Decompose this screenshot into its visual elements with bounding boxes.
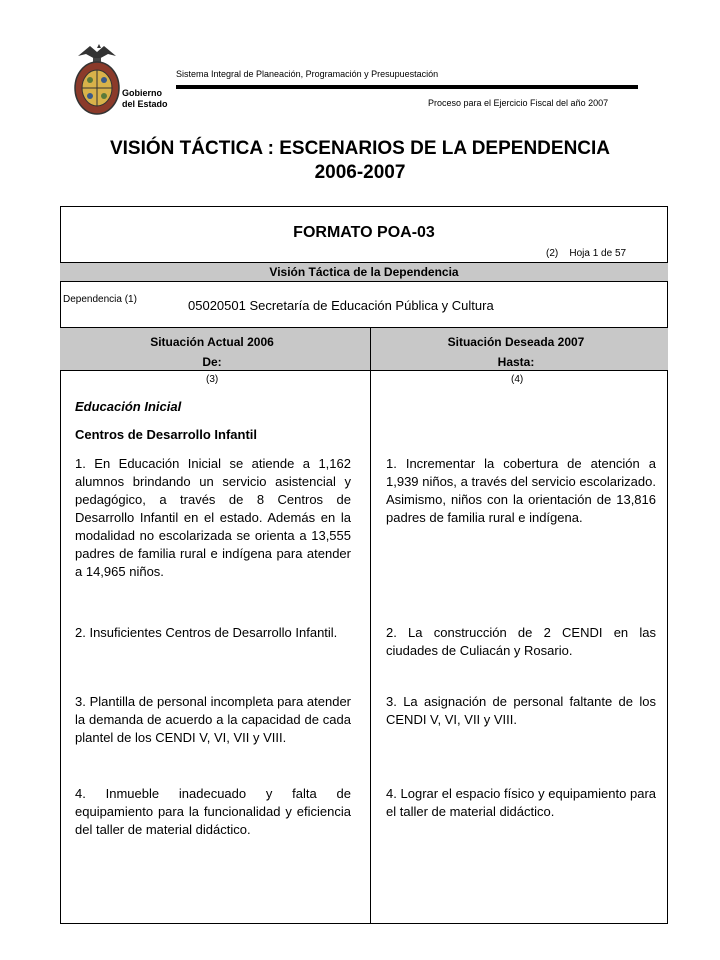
current-situation-item: 2. Insuficientes Centros de Desarrollo Infantil. bbox=[75, 625, 338, 640]
process-text: Proceso para el Ejercicio Fiscal del año 2007 bbox=[428, 98, 609, 108]
desired-situation-item: 2. La construcción de 2 CENDI en las ciudades de Culiacán y Rosario. bbox=[386, 625, 656, 658]
system-name: Sistema Integral de Planeación, Programación y Presupuestación bbox=[176, 69, 439, 79]
area-heading: Educación Inicial bbox=[75, 399, 182, 414]
column-header-desired: Situación Deseada 2007 Hasta: bbox=[447, 335, 585, 369]
current-situation-item: 1. En Educación Inicial se atiende a 1,162 alumnos brindando un servicio asistencial y pedagógico, a través de 8 Centros de Desarrollo Infantil en el estado. Además en la modalidad no escolarizada se orienta a 13,555 padres de familia rural e indígena para atender a 14,965 niños. bbox=[75, 456, 351, 579]
column-number-current: (3) bbox=[206, 374, 219, 385]
dependency-label: Dependencia (1) bbox=[63, 294, 137, 305]
desired-situation-item: 4. Lograr el espacio físico y equipamiento para el taller de material didáctico. bbox=[386, 786, 656, 819]
current-situation-item: 4. Inmueble inadecuado y falta de equipamiento para la funcionalidad y eficiencia del taller de material didáctico. bbox=[75, 786, 351, 837]
page-indicator: (2) Hoja 1 de 57 bbox=[546, 248, 627, 259]
state-coat-of-arms-icon bbox=[72, 42, 122, 116]
column-divider bbox=[370, 327, 371, 923]
column-header-current: Situación Actual 2006 De: bbox=[150, 335, 274, 369]
program-heading: Centros de Desarrollo Infantil bbox=[75, 427, 258, 442]
desired-situation-item: 1. Incrementar la cobertura de atención a 1,939 niños, a través del servicio escolarizado. Asimismo, niños con la orientación de 13,816 padres de familia rural e indígena. bbox=[386, 456, 656, 525]
header-rule bbox=[176, 85, 638, 89]
form-name: FORMATO POA-03 bbox=[293, 224, 435, 241]
column-number-desired: (4) bbox=[511, 374, 524, 385]
section-title: Visión Táctica de la Dependencia bbox=[60, 262, 668, 282]
government-label: Gobierno del Estado bbox=[122, 88, 168, 109]
page-title: VISIÓN TÁCTICA : ESCENARIOS DE LA DEPENDENCIA 2006-2007 bbox=[109, 138, 611, 183]
desired-situation-item: 3. La asignación de personal faltante de los CENDI V, VI, VII y VIII. bbox=[386, 694, 656, 727]
column-headers bbox=[60, 327, 668, 371]
dependency-value: 05020501 Secretaría de Educación Pública y Cultura bbox=[188, 298, 494, 313]
current-situation-item: 3. Plantilla de personal incompleta para atender la demanda de acuerdo a la capacidad de cada plantel de los CENDI V, VI, VII y VIII. bbox=[75, 694, 351, 745]
